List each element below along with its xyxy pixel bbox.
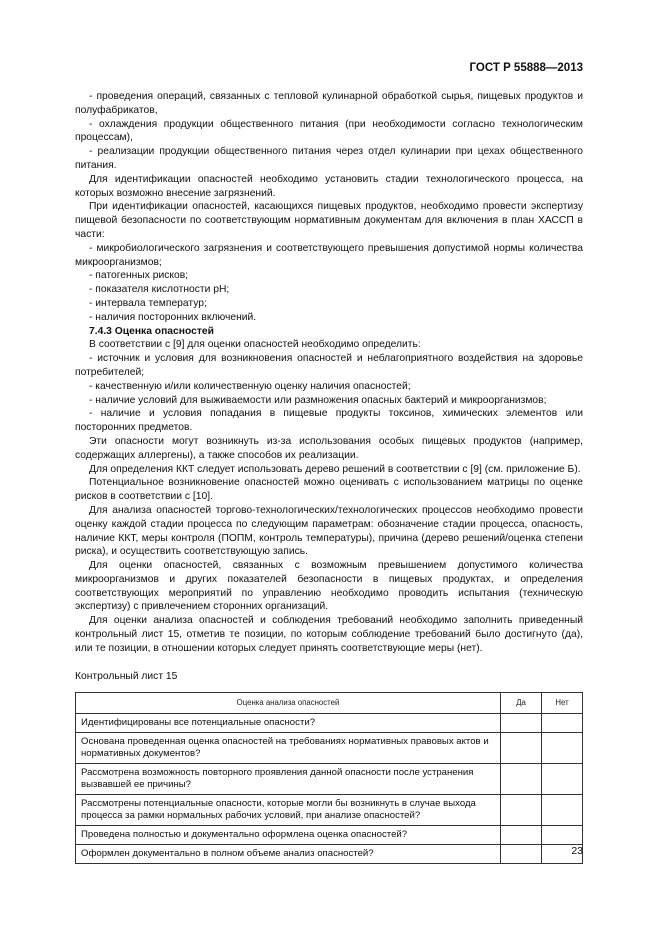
checklist-table <box>75 692 583 864</box>
table-row <box>76 733 583 764</box>
table-header-row <box>76 693 583 714</box>
no-cell[interactable] <box>542 795 583 826</box>
criterion-cell: Рассмотрена возможность повторного проявления данной опасности после устранения вызвавшей ее причины? <box>76 764 501 795</box>
list-item: - интервала температур; <box>89 297 207 309</box>
list-item: - патогенных рисков; <box>89 270 189 282</box>
list-item: - наличие и условия попадания в пищевые продукты токсинов, химических элементов или посторонних предметов. <box>75 408 583 434</box>
list-item: - наличия посторонних включений. <box>89 311 257 323</box>
section-heading: 7.4.3 Оценка опасностей <box>89 325 214 337</box>
no-cell[interactable] <box>542 826 583 845</box>
paragraph: В соответствии с [9] для оценки опасностей необходимо определить: <box>89 339 421 351</box>
list-item: - качественную и/или количественную оценку наличия опасностей; <box>89 380 411 392</box>
header-no: Нет <box>542 693 583 714</box>
criterion-cell: Основана проведенная оценка опасностей на требованиях нормативных правовых актов и нормативных документов? <box>76 733 501 764</box>
list-item: - микробиологического загрязнения и соответствующего превышения допустимой нормы количества микроорганизмов; <box>75 242 583 268</box>
yes-cell[interactable] <box>501 826 542 845</box>
header-criterion: Оценка анализа опасностей <box>76 693 501 714</box>
no-cell[interactable] <box>542 714 583 733</box>
yes-cell[interactable] <box>501 795 542 826</box>
paragraph: - охлаждения продукции общественного питания (при необходимости согласно технологическим процессам), <box>75 118 583 144</box>
list-item: - наличие условий для выживаемости или размножения опасных бактерий и микроорганизмов; <box>89 394 547 406</box>
table-caption: Контрольный лист 15 <box>75 670 178 682</box>
table-row <box>76 826 583 845</box>
paragraph: - реализации продукции общественного питания через отдел кулинарии при цехах общественного питания. <box>75 146 583 171</box>
yes-cell[interactable] <box>501 733 542 764</box>
header-yes: Да <box>501 693 542 714</box>
criterion-cell: Проведена полностью и документально оформлена оценка опасностей? <box>76 826 501 845</box>
table-row <box>76 845 583 864</box>
yes-cell[interactable] <box>501 764 542 795</box>
document-body <box>75 90 583 864</box>
no-cell[interactable] <box>542 733 583 764</box>
paragraph: Для идентификации опасностей необходимо установить стадии технологического процесса, на которых возможно внесение загрязнений. <box>75 173 583 199</box>
paragraph: Для оценки анализа опасностей и соблюдения требований необходимо заполнить приведенный контрольный лист 15, отметив те позиции, по которым соблюдение требований было достигнуто (да), или те позиции, в отношении которых следует принять соответствующие меры (нет). <box>75 615 583 654</box>
no-cell[interactable] <box>542 764 583 795</box>
criterion-cell: Идентифицированы все потенциальные опасности? <box>76 714 501 733</box>
paragraph: - проведения операций, связанных с тепловой кулинарной обработкой сырья, пищевых продуктов и полуфабрикатов, <box>75 91 583 116</box>
paragraph: Для определения ККТ следует использовать дерево решений в соответствии с [9] (см. приложение Б). <box>89 463 581 475</box>
table-row <box>76 714 583 733</box>
paragraph: Для оценки опасностей, связанных с возможным превышением допустимого количества микроорганизмов и других показателей безопасности в пищевых продуктах, и определения соответствующих мероприятий по управлению необходимо проводить испытания (техническую экспертизу) с привлечением сторонних организаций. <box>75 560 583 613</box>
criterion-cell: Рассмотрены потенциальные опасности, которые могли бы возникнуть в случае выхода процесса за рамки нормальных рабочих условий, при анализе опасностей? <box>76 795 501 826</box>
yes-cell[interactable] <box>501 845 542 864</box>
paragraph: Для анализа опасностей торгово-технологических/технологических процессов необходимо провести оценку каждой стадии процесса по следующим параметрам: обозначение стадии процесса, опасность, наличие ККТ, меры контроля (ПОПМ, контроль температуры), причина (дерево решений/оценка степени риска), и осуществить соответствующую запись. <box>75 504 583 558</box>
paragraph: Эти опасности могут возникнуть из-за использования особых пищевых продуктов (например, содержащих аллергены), а также способов их реализации. <box>75 435 583 461</box>
criterion-cell: Оформлен документально в полном объеме анализ опасностей? <box>76 845 501 864</box>
table-row <box>76 795 583 826</box>
list-item: - показателя кислотности pH; <box>89 284 230 296</box>
list-item: - источник и условия для возникновения опасностей и неблагоприятного воздействия на здоровье потребителей; <box>75 353 583 378</box>
yes-cell[interactable] <box>501 714 542 733</box>
standard-designation: ГОСТ Р 55888—2013 <box>469 62 583 74</box>
paragraph: При идентификации опасностей, касающихся пищевых продуктов, необходимо провести экспертизу пищевой безопасности по соответствующим нормативным документам для включения в план ХАССП в части: <box>75 201 583 240</box>
page-number: 23 <box>571 845 583 857</box>
paragraph: Потенциальное возникновение опасностей можно оценивать с использованием матрицы по оценке рисков в соответствии с [10]. <box>75 477 583 503</box>
table-row <box>76 764 583 795</box>
